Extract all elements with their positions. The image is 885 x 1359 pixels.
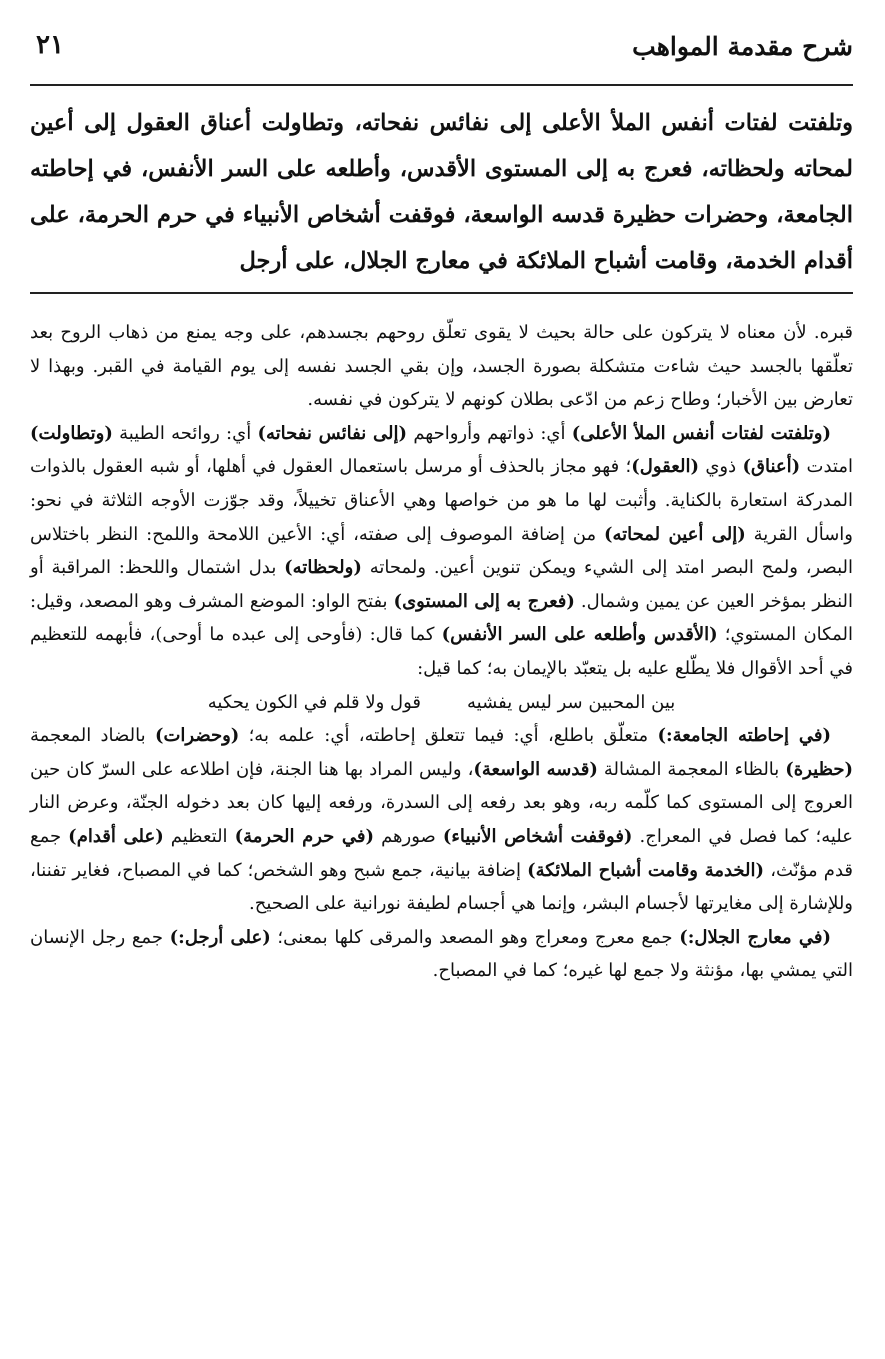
bold-lemma: (إلى نفائس نفحاته) <box>257 422 408 444</box>
bold-lemma: (وتلفتت لفتات أنفس الملأ الأعلى) <box>571 422 831 444</box>
bold-lemma: (في حرم الحرمة) <box>234 825 375 847</box>
poem-verse <box>30 686 853 720</box>
header-rule <box>30 84 853 86</box>
bold-lemma: (على أرجل:) <box>169 926 271 948</box>
bold-lemma: (فوقفت أشخاص الأنبياء) <box>442 825 633 847</box>
bold-lemma: (وتطاولت) <box>30 422 113 444</box>
bold-lemma: (حظيرة) <box>785 758 853 780</box>
commentary-paragraph-2: (وتلفتت لفتات أنفس الملأ الأعلى) أي: ذواتهم وأرواحهم (إلى نفائس نفحاته) أي: روائحه الطيبة (وتطاولت) امتدت (أعناق) ذوي (العقول)؛ فهو مجاز بالحذف أو مرسل باستعمال العقول في أهلها، أو شبه العقول بالذوات المدركة استعارة بالكناية. وأثبت لها ما هو من خواصها وهي الأعناق تخييلاً، وقد جوّزت الأوجه الثلاثة في نحو: واسأل القرية (إلى أعين لمحاته) من إضافة الموصوف إلى صفته، أي: الأعين اللامحة واللمح: النظر باختلاس البصر، ولمح البصر امتد إلى الشيء ويمكن تنوين أعين. ولمحاته (ولحظاته) بدل اشتمال واللحظ: المراقبة أو النظر بمؤخر العين عن يمين وشمال. (فعرج به إلى المستوى) بفتح الواو: الموضع المشرف وهو المصعد، وقيل: المكان المستوي؛ (الأقدس وأطلعه على السر الأنفس) كما قال: (فأوحى إلى عبده ما أوحى)، فأبهمه للتعظيم في أحد الأقوال فلا يطّلع عليه بل يتعبّد بالإيمان به؛ كما قيل: <box>30 422 853 679</box>
bold-lemma: (العقول) <box>631 456 699 478</box>
bold-lemma: (في معارج الجلال:) <box>679 926 831 948</box>
main-text-paragraph: وتلفتت لفتات أنفس الملأ الأعلى إلى نفائس نفحاته، وتطاولت أعناق العقول إلى أعين لمحاته ولحظاته، فعرج به إلى المستوى الأقدس، وأطلعه على السر الأنفس، في إحاطته الجامعة، وحضرات حظيرة قدسه الواسعة، فوقفت أشخاص الأنبياء في حرم الحرمة، على أقدام الخدمة، وقامت أشباح الملائكة في معارج الجلال، على أرجل <box>30 110 853 274</box>
commentary <box>30 316 853 988</box>
page-header <box>30 28 853 76</box>
bold-lemma: (الأقدس وأطلعه على السر الأنفس) <box>441 624 718 646</box>
bold-lemma: (أعناق) <box>742 456 801 478</box>
page-number: ٢١ <box>36 30 64 60</box>
bold-lemma: (على أقدام) <box>68 825 164 847</box>
bold-lemma: (إلى أعين لمحاته) <box>603 523 746 545</box>
commentary-paragraph-1: قبره. لأن معناه لا يتركون على حالة بحيث لا يقوى تعلّق روحهم بجسدهم، على وجه يمنع من ذهاب الروح بعد تعلّقها بالجسد حيث شاءت متشكلة بصورة الجسد، وإن بقي الجسد نفسه إلى يوم القيامة في القبر. وبهذا لا تعارض بين الأخبار؛ وطاح زعم من ادّعى بطلان كونهم لا يتركون في نفسه. <box>30 322 853 411</box>
commentary-paragraph-4: (في معارج الجلال:) جمع معرج ومعراج وهو المصعد والمرقى كلها بمعنى؛ (على أرجل:) جمع رجل الإنسان التي يمشي بها، مؤنثة ولا جمع لها غيره؛ كما في المصباح. <box>30 926 853 982</box>
bold-lemma: (وحضرات) <box>154 725 240 747</box>
bold-lemma: (ولحظاته) <box>284 557 362 579</box>
poem-hemistich-right: بين المحبين سر ليس يفشيه <box>467 691 676 713</box>
bold-lemma: (في إحاطته الجامعة:) <box>657 725 831 747</box>
footnote-divider <box>30 292 853 294</box>
main-text <box>30 100 853 284</box>
bold-lemma: (الخدمة وقامت أشباح الملائكة) <box>527 859 765 881</box>
commentary-paragraph-3: (في إحاطته الجامعة:) متعلّق باطلع، أي: فيما تتعلق إحاطته، أي: علمه به؛ (وحضرات) بالضاد المعجمة (حظيرة) بالظاء المعجمة المشالة (قدسه الواسعة)، وليس المراد بها هنا الجنة، فإن اطلاعه على السرّ كان حين العروج إلى المستوى كما كلّمه ربه، وهو بعد رفعه إلى السدرة، ورفعه إليها كان بعد دخوله الجنّة، وعرض النار عليه؛ كما فصل في المعراج. (فوقفت أشخاص الأنبياء) صورهم (في حرم الحرمة) التعظيم (على أقدام) جمع قدم مؤنّث، (الخدمة وقامت أشباح الملائكة) إضافة بيانية، جمع شبح وهو الشخص؛ كما في المصباح، فغاير تفننا، وللإشارة إلى مغايرتها لأجسام البشر، وإنما هي أجسام لطيفة نورانية على الصحيح. <box>30 725 854 915</box>
bold-lemma: (فعرج به إلى المستوى) <box>393 590 575 612</box>
bold-lemma: (قدسه الواسعة) <box>473 758 598 780</box>
poem-hemistich-left: قول ولا قلم في الكون يحكيه <box>207 691 422 713</box>
running-title: شرح مقدمة المواهب <box>632 32 853 61</box>
